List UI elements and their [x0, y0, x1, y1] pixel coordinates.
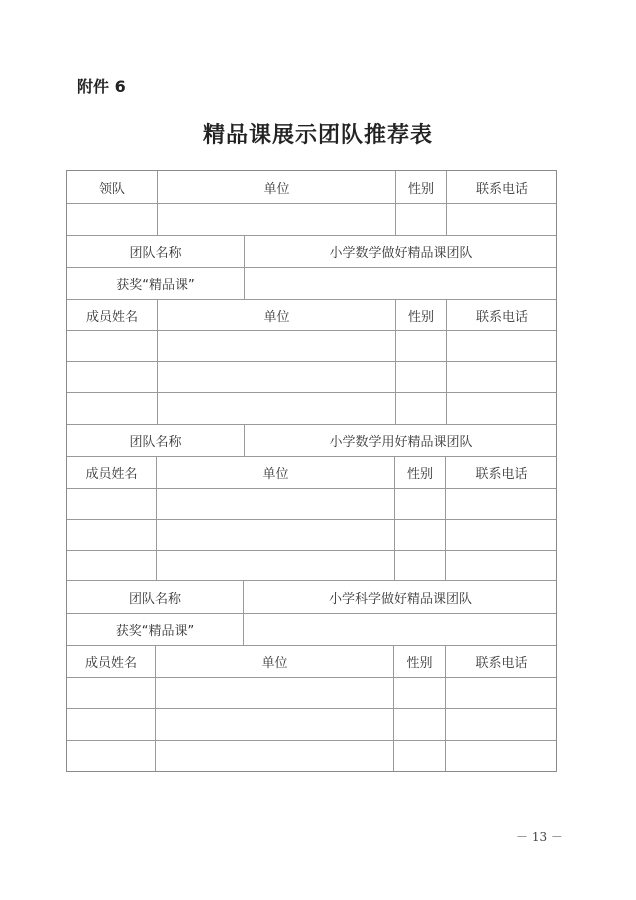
- member-gender-cell[interactable]: [395, 331, 446, 361]
- member-name-cell[interactable]: [67, 520, 156, 550]
- team1-member-row: [67, 392, 556, 424]
- leader-unit-cell[interactable]: [157, 204, 395, 235]
- member-unit-cell[interactable]: [156, 520, 394, 550]
- member-gender-cell[interactable]: [393, 709, 445, 740]
- page-number: － 13 －: [516, 830, 563, 844]
- member-gender-cell[interactable]: [393, 678, 445, 708]
- member-name-cell[interactable]: [67, 362, 157, 392]
- team2-member-phone-header: 联系电话: [445, 457, 557, 488]
- member-phone-cell[interactable]: [445, 520, 557, 550]
- team3-member-gender-header: 性别: [393, 646, 445, 677]
- member-gender-cell[interactable]: [393, 741, 445, 771]
- member-name-cell[interactable]: [67, 551, 156, 580]
- team1-name-label: 团队名称: [129, 246, 182, 261]
- member-name-cell[interactable]: [67, 741, 155, 771]
- member-phone-cell[interactable]: [445, 709, 557, 740]
- team3-member-row: [67, 740, 556, 771]
- member-unit-cell[interactable]: [155, 678, 393, 708]
- leader-gender-cell[interactable]: [395, 204, 446, 235]
- member-gender-cell[interactable]: [395, 362, 446, 392]
- team1-name-value[interactable]: 小学数学做好精品课团队: [244, 236, 557, 267]
- leader-name-cell[interactable]: [67, 204, 157, 235]
- team1-member-phone-header: 联系电话: [446, 300, 557, 330]
- team1-members-header-row: [67, 299, 556, 330]
- team1-name-row: [67, 235, 556, 267]
- team3-member-name-header: 成员姓名: [84, 656, 137, 671]
- team1-member-unit-header: 单位: [157, 300, 395, 330]
- team2-member-row: [67, 550, 556, 580]
- team3-name-row: [67, 580, 556, 613]
- member-gender-cell[interactable]: [394, 551, 445, 580]
- team2-name-value[interactable]: 小学数学用好精品课团队: [244, 425, 557, 456]
- leader-header-label: 领队: [98, 181, 125, 197]
- member-name-cell[interactable]: [67, 678, 155, 708]
- team1-member-row: [67, 361, 556, 392]
- team1-member-gender-header: 性别: [395, 300, 446, 330]
- member-name-cell[interactable]: [67, 331, 157, 361]
- team3-members-header-row: [67, 645, 556, 677]
- form-title: 精品课展示团队推荐表: [202, 122, 433, 148]
- team1-award-row: [67, 267, 556, 299]
- member-gender-cell[interactable]: [395, 393, 446, 424]
- team3-name-value[interactable]: 小学科学做好精品课团队: [243, 581, 557, 613]
- team2-member-row: [67, 519, 556, 550]
- leader-data-row: [67, 203, 556, 235]
- team1-award-value[interactable]: [244, 268, 557, 299]
- member-name-cell[interactable]: [67, 393, 157, 424]
- member-unit-cell[interactable]: [155, 741, 393, 771]
- team3-member-row: [67, 677, 556, 708]
- team3-award-label: 获奖“精品课”: [115, 624, 195, 639]
- member-name-cell[interactable]: [67, 709, 155, 740]
- team1-member-name-header: 成员姓名: [85, 309, 138, 325]
- leader-header-row: [67, 171, 556, 203]
- member-unit-cell[interactable]: [156, 551, 394, 580]
- member-phone-cell[interactable]: [445, 741, 557, 771]
- member-phone-cell[interactable]: [446, 393, 557, 424]
- member-name-cell[interactable]: [67, 489, 156, 519]
- attachment-label: 附件 6: [77, 77, 126, 96]
- team1-award-label: 获奖“精品课”: [116, 278, 195, 293]
- member-phone-cell[interactable]: [445, 489, 557, 519]
- team2-member-row: [67, 488, 556, 519]
- member-unit-cell[interactable]: [157, 393, 395, 424]
- team3-member-unit-header: 单位: [155, 646, 393, 677]
- team3-member-row: [67, 708, 556, 740]
- leader-phone-header: 联系电话: [446, 171, 557, 203]
- leader-unit-header: 单位: [157, 171, 395, 203]
- team3-award-value[interactable]: [243, 614, 557, 645]
- member-phone-cell[interactable]: [446, 331, 557, 361]
- team2-members-header-row: [67, 456, 556, 488]
- member-unit-cell[interactable]: [157, 362, 395, 392]
- leader-phone-cell[interactable]: [446, 204, 557, 235]
- team3-name-label: 团队名称: [128, 591, 181, 607]
- member-gender-cell[interactable]: [394, 489, 445, 519]
- member-gender-cell[interactable]: [394, 520, 445, 550]
- recommendation-table: [66, 170, 557, 772]
- team2-name-row: [67, 424, 556, 456]
- leader-gender-header: 性别: [395, 171, 446, 203]
- team3-member-phone-header: 联系电话: [445, 646, 557, 677]
- team2-member-gender-header: 性别: [394, 457, 445, 488]
- member-unit-cell[interactable]: [157, 331, 395, 361]
- team2-member-name-header: 成员姓名: [85, 467, 138, 482]
- team3-award-row: [67, 613, 556, 645]
- member-phone-cell[interactable]: [445, 678, 557, 708]
- team2-member-unit-header: 单位: [156, 457, 394, 488]
- member-phone-cell[interactable]: [446, 362, 557, 392]
- member-unit-cell[interactable]: [155, 709, 393, 740]
- member-phone-cell[interactable]: [445, 551, 557, 580]
- team2-name-label: 团队名称: [129, 435, 182, 450]
- member-unit-cell[interactable]: [156, 489, 394, 519]
- team1-member-row: [67, 330, 556, 361]
